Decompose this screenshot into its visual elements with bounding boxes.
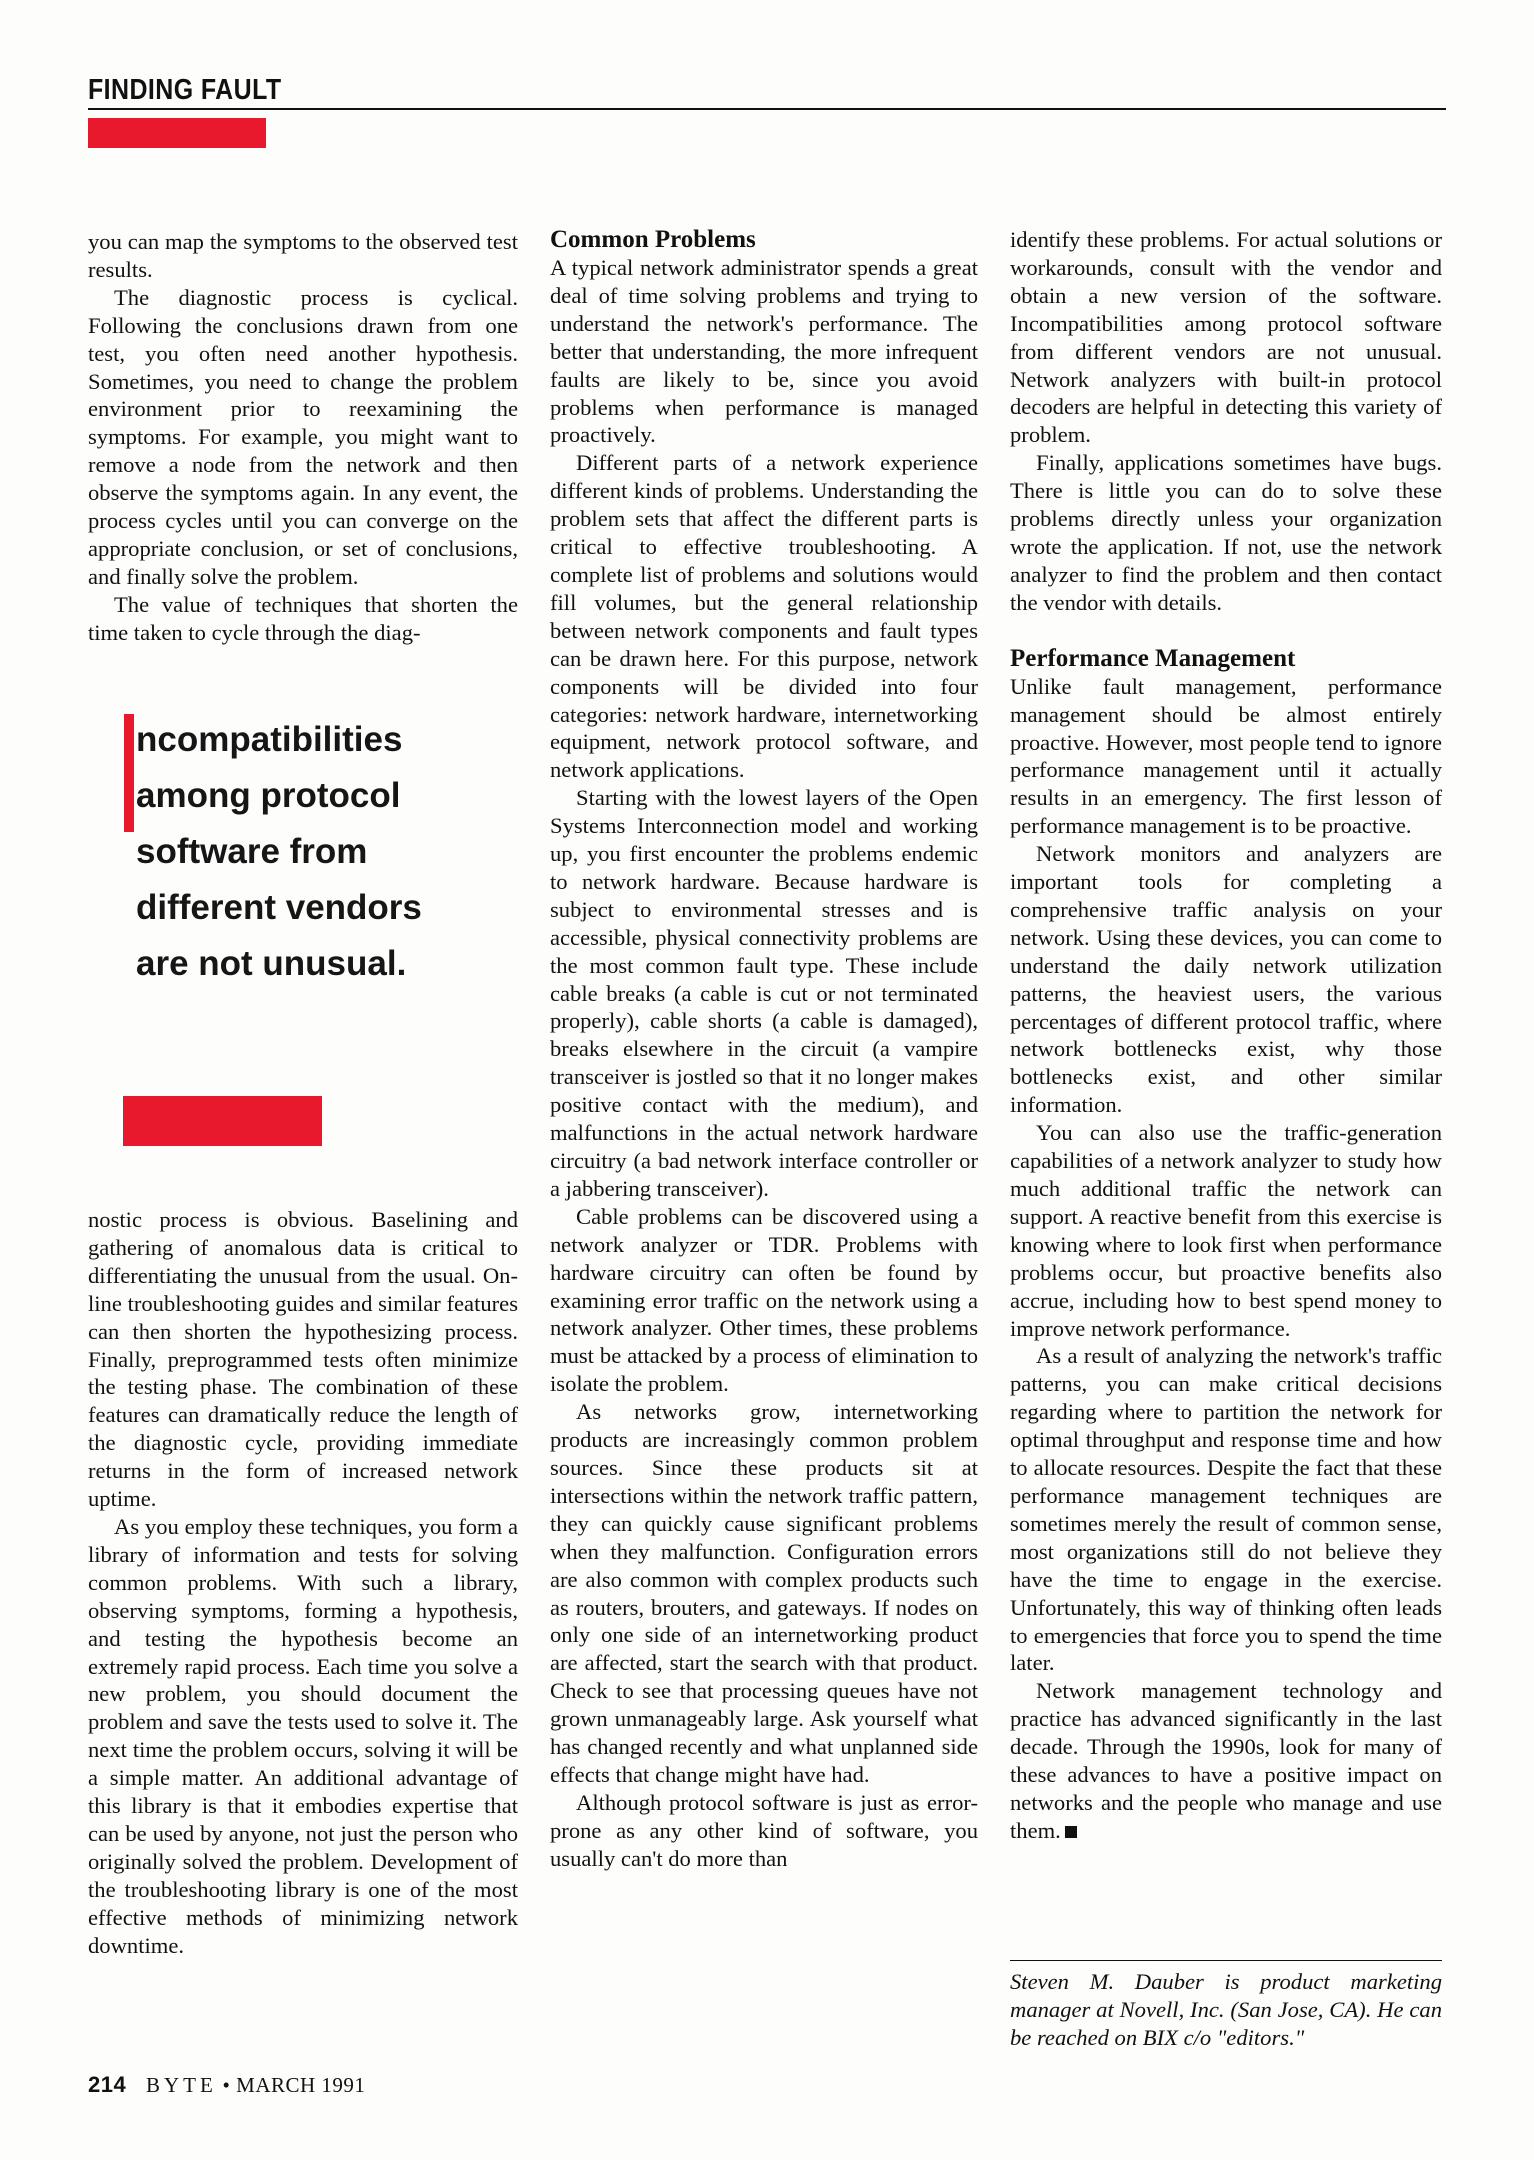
paragraph: As networks grow, internetworking products are increasingly common problem sources. Since these products sit at intersections within the network traffic pattern, they can quickly cause significant problems when they malfunction. Configuration errors are also common with complex products such as routers, brouters, and gateways. If nodes on only one side of an internetworking product are affected, start the search with that product. Check to see that processing queues have not grown unmanageably large. Ask yourself what has changed recently and what unplanned side effects that change might have had. (550, 1399, 978, 1787)
header-accent-bar (88, 118, 266, 148)
paragraph: identify these problems. For actual solutions or workarounds, consult with the vendor and obtain a new version of the software. Incompatibilities among protocol software from different vendors are not unusual. Network analyzers with built-in protocol decoders are helpful in detecting this variety of problem. (1010, 227, 1442, 448)
paragraph: A typical network administrator spends a great deal of time solving problems and trying to understand the network's performance. The better that understanding, the more infrequent faults are likely to be, since you avoid problems when performance is managed proactively. (550, 255, 978, 448)
footer-separator: • (222, 2073, 231, 2097)
paragraph: Finally, applications sometimes have bugs. There is little you can do to solve these problems directly unless your organization wrote the application. If not, use the network analyzer to find the problem and then contact the vendor with details. (1010, 450, 1442, 615)
column-3 (1010, 226, 1442, 1845)
pull-quote-text: ncompatibilities among protocol software from different vendors are not unusual. (136, 720, 422, 983)
paragraph-final (1010, 1677, 1442, 1844)
page-footer (88, 2072, 365, 2098)
paragraph: As you employ these techniques, you form a library of information and tests for solving common problems. With such a library, observing symptoms, forming a hypothesis, and testing the hypothesis become an extremely rapid process. Each time you solve a new problem, you should document the problem and save the tests used to solve it. The next time the problem occurs, solving it will be a simple matter. An additional advantage of this library is that it embodies expertise that can be used by anyone, not just the person who originally solved the problem. Development of the troubleshooting library is one of the most effective methods of minimizing network downtime. (88, 1513, 518, 1958)
end-mark-icon (1065, 1826, 1077, 1838)
author-bio: Steven M. Dauber is product marketing manager at Novell, Inc. (San Jose, CA). He can be reached on BIX c/o "editors." (1010, 1969, 1442, 2050)
paragraph: Unlike fault management, performance management should be almost entirely proactive. However, most people tend to ignore performance management until it actually results in an emergency. The first lesson of performance management is to be proactive. (1010, 673, 1442, 839)
section-heading-performance-management: Performance Management (1010, 644, 1296, 672)
column-2 (550, 226, 978, 1873)
paragraph: Different parts of a network experience different kinds of problems. Understanding the problem sets that affect the different parts is critical to effective troubleshooting. A complete list of problems and solutions would fill volumes, but the general relationship between network components and fault types can be drawn here. For this purpose, network components will be divided into four categories: network hardware, internetworking equipment, network protocol software, and network applications. (550, 450, 978, 783)
page-number: 214 (88, 2072, 127, 2097)
paragraph: As a result of analyzing the network's traffic patterns, you can make critical decisions regarding where to partition the network for optimal throughput and response time and how to allocate resources. Despite the fact that these performance management techniques are sometimes merely the result of common sense, most organizations still do not believe they have the time to engage in the exercise. Unfortunately, this way of thinking often leads to emergencies that force you to spend the time later. (1010, 1343, 1442, 1676)
header-rule (88, 108, 1446, 110)
paragraph: Network monitors and analyzers are important tools for completing a comprehensive traffic analysis on your network. Using these devices, you can come to understand the daily network utilization patterns, the heaviest users, the various percentages of different protocol traffic, where network bottlenecks exist, why those bottlenecks exist, and other similar information. (1010, 841, 1442, 1118)
paragraph: Although protocol software is just as error-prone as any other kind of software, you usually can't do more than (550, 1789, 978, 1871)
pull-quote (120, 712, 440, 992)
column-1-top (88, 228, 518, 647)
paragraph: Cable problems can be discovered using a network analyzer or TDR. Problems with hardware circuitry can often be found by examining error traffic on the network using a network analyzer. Other times, these problems must be attacked by a process of elimination to isolate the problem. (550, 1203, 978, 1397)
magazine-name: BYTE (145, 2073, 217, 2097)
section-title: FINDING FAULT (88, 74, 282, 106)
paragraph-text: Network management technology and practice has advanced significantly in the last decade. Through the 1990s, look for many of these advances to have a positive impact on networks and the people who manage and use them. (1010, 1678, 1442, 1843)
bio-rule (1010, 1960, 1442, 1961)
paragraph: nostic process is obvious. Baselining and gathering of anomalous data is critical to differentiating the unusual from the usual. On-line troubleshooting guides and similar features can then shorten the hypothesizing process. Finally, preprogrammed tests often minimize the testing phase. The combination of these features can dramatically reduce the length of the diagnostic cycle, providing immediate returns in the form of increased network uptime. (88, 1207, 518, 1512)
paragraph: The value of techniques that shorten the time taken to cycle through the diag- (88, 591, 518, 645)
paragraph: You can also use the traffic-generation capabilities of a network analyzer to study how much additional traffic the network can support. A reactive benefit from this exercise is knowing where to look first when performance problems occur, but proactive benefits also accrue, including how to best spend money to improve network performance. (1010, 1120, 1442, 1341)
column-1-bottom (88, 1206, 518, 1959)
paragraph: Starting with the lowest layers of the Open Systems Interconnection model and working up, you first encounter the problems endemic to network hardware. Because hardware is subject to environmental stresses and is accessible, physical connectivity problems are the most common fault type. These include cable breaks (a cable is cut or not terminated properly), cable shorts (a cable is damaged), breaks elsewhere in the circuit (a vampire transceiver is jostled so that it no longer makes positive contact with the medium), and malfunctions in the actual network hardware circuitry (a bad network interface controller or a jabbering transceiver). (550, 785, 978, 1201)
paragraph: you can map the symptoms to the observed test results. (88, 229, 518, 282)
paragraph: The diagnostic process is cyclical. Following the conclusions drawn from one test, you often need another hypothesis. Sometimes, you need to change the problem environment prior to reexamining the symptoms. For example, you might want to remove a node from the network and then observe the symptoms again. In any event, the process cycles until you can converge on the appropriate conclusion, or set of conclusions, and finally solve the problem. (88, 284, 518, 589)
section-heading-common-problems: Common Problems (550, 226, 756, 253)
pull-quote-accent-bar (123, 1096, 322, 1146)
issue-date: MARCH 1991 (236, 2073, 366, 2097)
